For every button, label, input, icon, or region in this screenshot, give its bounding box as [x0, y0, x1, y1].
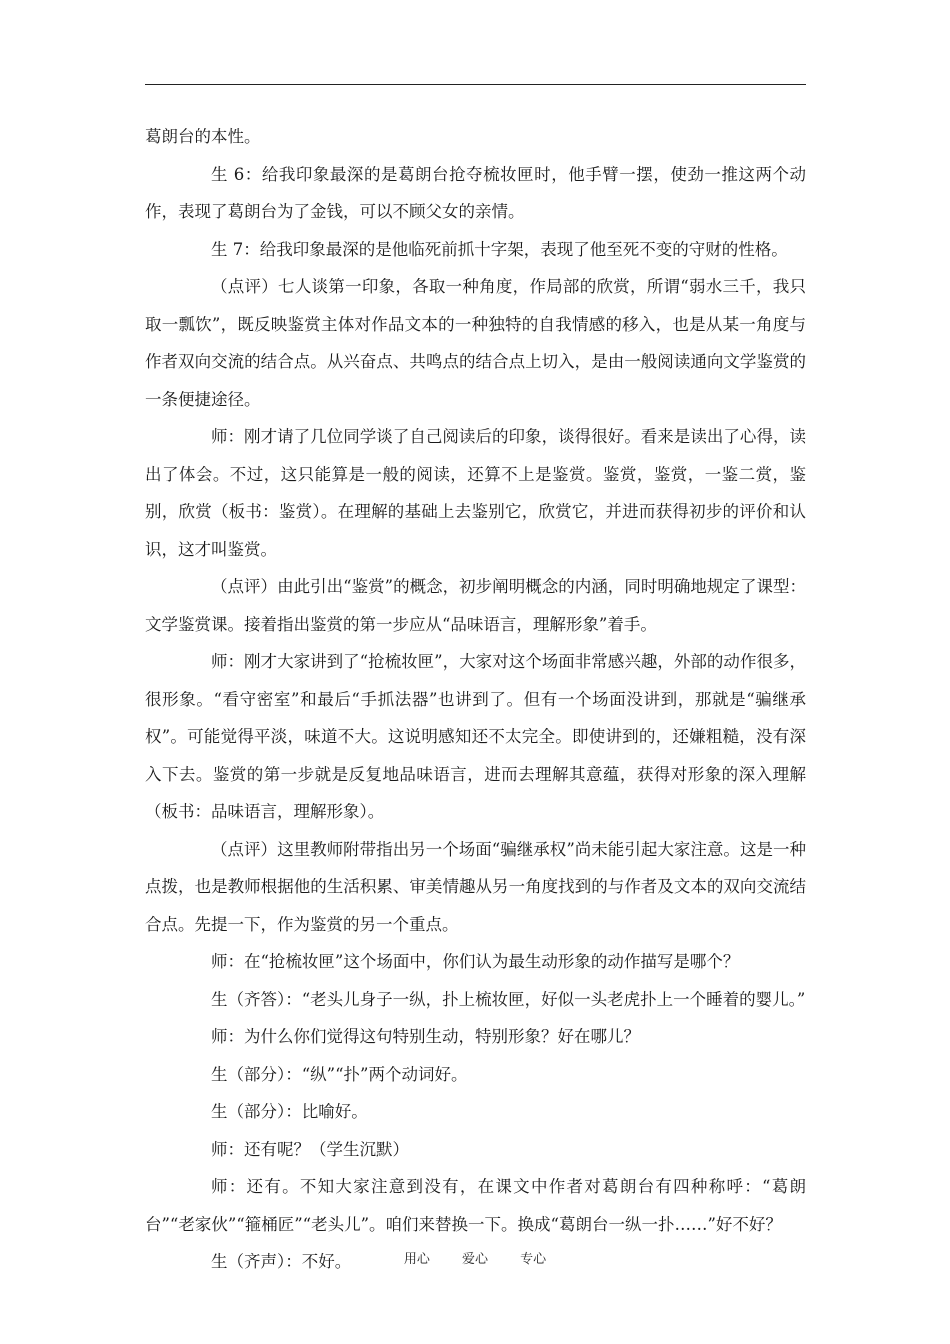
paragraph: 师：为什么你们觉得这句特别生动，特别形象？好在哪儿？	[211, 1027, 640, 1046]
paragraph: 生 7：给我印象最深的是他临死前抓十字架，表现了他至死不变的守财的性格。	[211, 239, 788, 259]
paragraph: 生（齐声）：不好。	[211, 1252, 352, 1271]
paragraph: （点评）由此引出“鉴赏”的概念，初步阐明概念的内涵，同时明确地规定了课型：文学鉴赏课。接着指出鉴赏的第一步应从“品味语言，理解形象”着手。	[145, 577, 806, 634]
paragraph: 师：还有呢？（学生沉默）	[211, 1139, 409, 1159]
header-rule	[145, 84, 806, 85]
paragraph: 师：在“抢梳妆匣”这个场面中，你们认为最生动形象的动作描写是哪个？	[211, 952, 740, 971]
footer-word-1: 用心	[403, 1252, 430, 1267]
paragraph: 师：还有。不知大家注意到没有，在课文中作者对葛朗台有四种称呼：“葛朗台”“老家伙”“箍桶匠”“老头儿”。咱们来替换一下。换成“葛朗台一纵一扑……”好不好？	[145, 1177, 806, 1234]
paragraph: 生（部分）：“纵”“扑”两个动词好。	[211, 1064, 468, 1084]
footer-word-2: 爱心	[461, 1252, 488, 1267]
document-body	[145, 118, 806, 1281]
paragraph: （点评）七人谈第一印象，各取一种角度，作局部的欣赏，所谓“弱水三千，我只取一瓢饮”，既反映鉴赏主体对作品文本的一种独特的自我情感的移入，也是从某一角度与作者双向交流的结合点。从兴奋点、共鸣点的结合点上切入，是由一般阅读通向文学鉴赏的一条便捷途径。	[145, 277, 806, 409]
page-footer	[0, 1248, 950, 1267]
paragraph: 生 6：给我印象最深的是葛朗台抢夺梳妆匣时，他手臂一摆，使劲一推这两个动作，表现了葛朗台为了金钱，可以不顾父女的亲情。	[145, 164, 806, 221]
paragraph: 师：刚才大家讲到了“抢梳妆匣”，大家对这个场面非常感兴趣，外部的动作很多，很形象。“看守密室”和最后“手抓法器”也讲到了。但有一个场面没讲到，那就是“骗继承权”。可能觉得平淡，味道不大。这说明感知还不太完全。即使讲到的，还嫌粗糙，没有深入下去。鉴赏的第一步就是反复地品味语言，进而去理解其意蕴，获得对形象的深入理解（板书：品味语言，理解形象）。	[145, 652, 806, 821]
footer-word-3: 专心	[520, 1252, 547, 1267]
paragraph: 师：刚才请了几位同学谈了自己阅读后的印象，谈得很好。看来是读出了心得，读出了体会。不过，这只能算是一般的阅读，还算不上是鉴赏。鉴赏，鉴赏，一鉴二赏，鉴别，欣赏（板书：鉴赏）。在理解的基础上去鉴别它，欣赏它，并进而获得初步的评价和认识，这才叫鉴赏。	[145, 427, 806, 559]
paragraph: （点评）这里教师附带指出另一个场面“骗继承权”尚未能引起大家注意。这是一种点拨，也是教师根据他的生活积累、审美情趣从另一角度找到的与作者及文本的双向交流结合点。先提一下，作为鉴赏的另一个重点。	[145, 839, 806, 934]
paragraph: 生（部分）：比喻好。	[211, 1102, 368, 1121]
paragraph: 葛朗台的本性。	[145, 127, 261, 146]
paragraph: 生（齐答）：“老头儿身子一纵，扑上梳妆匣，好似一头老虎扑上一个睡着的婴儿。”	[211, 989, 806, 1009]
